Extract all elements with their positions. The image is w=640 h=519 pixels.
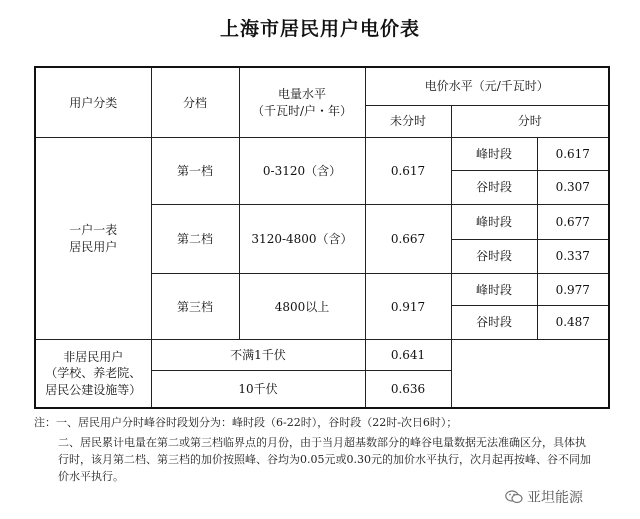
consumption-level-label: 电量水平 <box>277 87 326 102</box>
header-user-category: 用户分类 <box>35 67 151 138</box>
header-time-of-use: 分时 <box>451 105 609 138</box>
table-row <box>35 138 609 171</box>
flat-price: 0.917 <box>365 274 451 339</box>
flat-price: 0.636 <box>365 371 451 408</box>
non-residential-label: 非居民用户 <box>63 350 124 365</box>
page-title: 上海市居民用户电价表 <box>219 18 420 40</box>
tier-name: 第一档 <box>151 138 239 205</box>
header-tier: 分档 <box>151 67 239 138</box>
peak-label: 峰时段 <box>451 138 537 171</box>
tier-range: 4800以上 <box>239 274 365 339</box>
valley-label: 谷时段 <box>451 170 537 204</box>
tier-range: 0-3120（含） <box>239 138 365 205</box>
valley-label: 谷时段 <box>451 306 537 340</box>
tier-range: 3120-4800（含） <box>239 204 365 274</box>
footnote-2-end: 价水平执行。 <box>58 470 124 483</box>
peak-price: 0.617 <box>537 138 609 171</box>
header-row <box>35 67 609 105</box>
non-residential-category-cell <box>35 339 151 408</box>
flat-price: 0.641 <box>365 339 451 371</box>
watermark <box>505 487 583 507</box>
footnotes <box>34 414 608 485</box>
footnote-2: 二、居民累计电量在第二或第三档临界点的月份，由于当月超基数部分的峰谷电量数据无法准确区分，具体执 <box>58 436 586 449</box>
tariff-table <box>34 66 610 409</box>
voltage-level: 不满1千伏 <box>151 339 365 371</box>
flat-price: 0.667 <box>365 204 451 274</box>
residential-category-label: 一户一表 <box>69 223 118 238</box>
table-row <box>35 339 609 371</box>
header-not-time-of-use: 未分时 <box>365 105 451 138</box>
consumption-unit-label: （千瓦时/户・年） <box>251 103 353 118</box>
peak-label: 峰时段 <box>451 204 537 239</box>
flat-price: 0.617 <box>365 138 451 205</box>
wechat-icon <box>505 490 523 504</box>
valley-price: 0.337 <box>537 239 609 274</box>
residential-category-label-line2: 居民用户 <box>69 239 118 254</box>
peak-label: 峰时段 <box>451 274 537 306</box>
footnote-1: 注：一、居民用户分时峰谷时段划分为：峰时段（6-22时），谷时段（22时-次日6时）； <box>34 416 458 429</box>
residential-category-cell <box>35 138 151 340</box>
non-residential-label-line2: （学校、养老院、 <box>45 366 142 381</box>
valley-price: 0.307 <box>537 170 609 204</box>
peak-price: 0.977 <box>537 274 609 306</box>
watermark-text: 亚坦能源 <box>527 490 583 506</box>
tier-name: 第二档 <box>151 204 239 274</box>
valley-price: 0.487 <box>537 306 609 340</box>
non-residential-label-line3: 居民公建设施等） <box>45 382 142 397</box>
empty-time-of-use-cell <box>451 339 609 408</box>
header-consumption-level <box>239 67 365 138</box>
footnote-2-cont: 行时，该月第二档、第三档的加价按照峰、谷均为0.05元或0.30元的加价水平执行，次月起再按峰、谷不同加 <box>58 453 591 466</box>
tier-name: 第三档 <box>151 274 239 339</box>
peak-price: 0.677 <box>537 204 609 239</box>
voltage-level: 10千伏 <box>151 371 365 408</box>
header-price-level: 电价水平（元/千瓦时） <box>365 67 609 105</box>
valley-label: 谷时段 <box>451 239 537 274</box>
